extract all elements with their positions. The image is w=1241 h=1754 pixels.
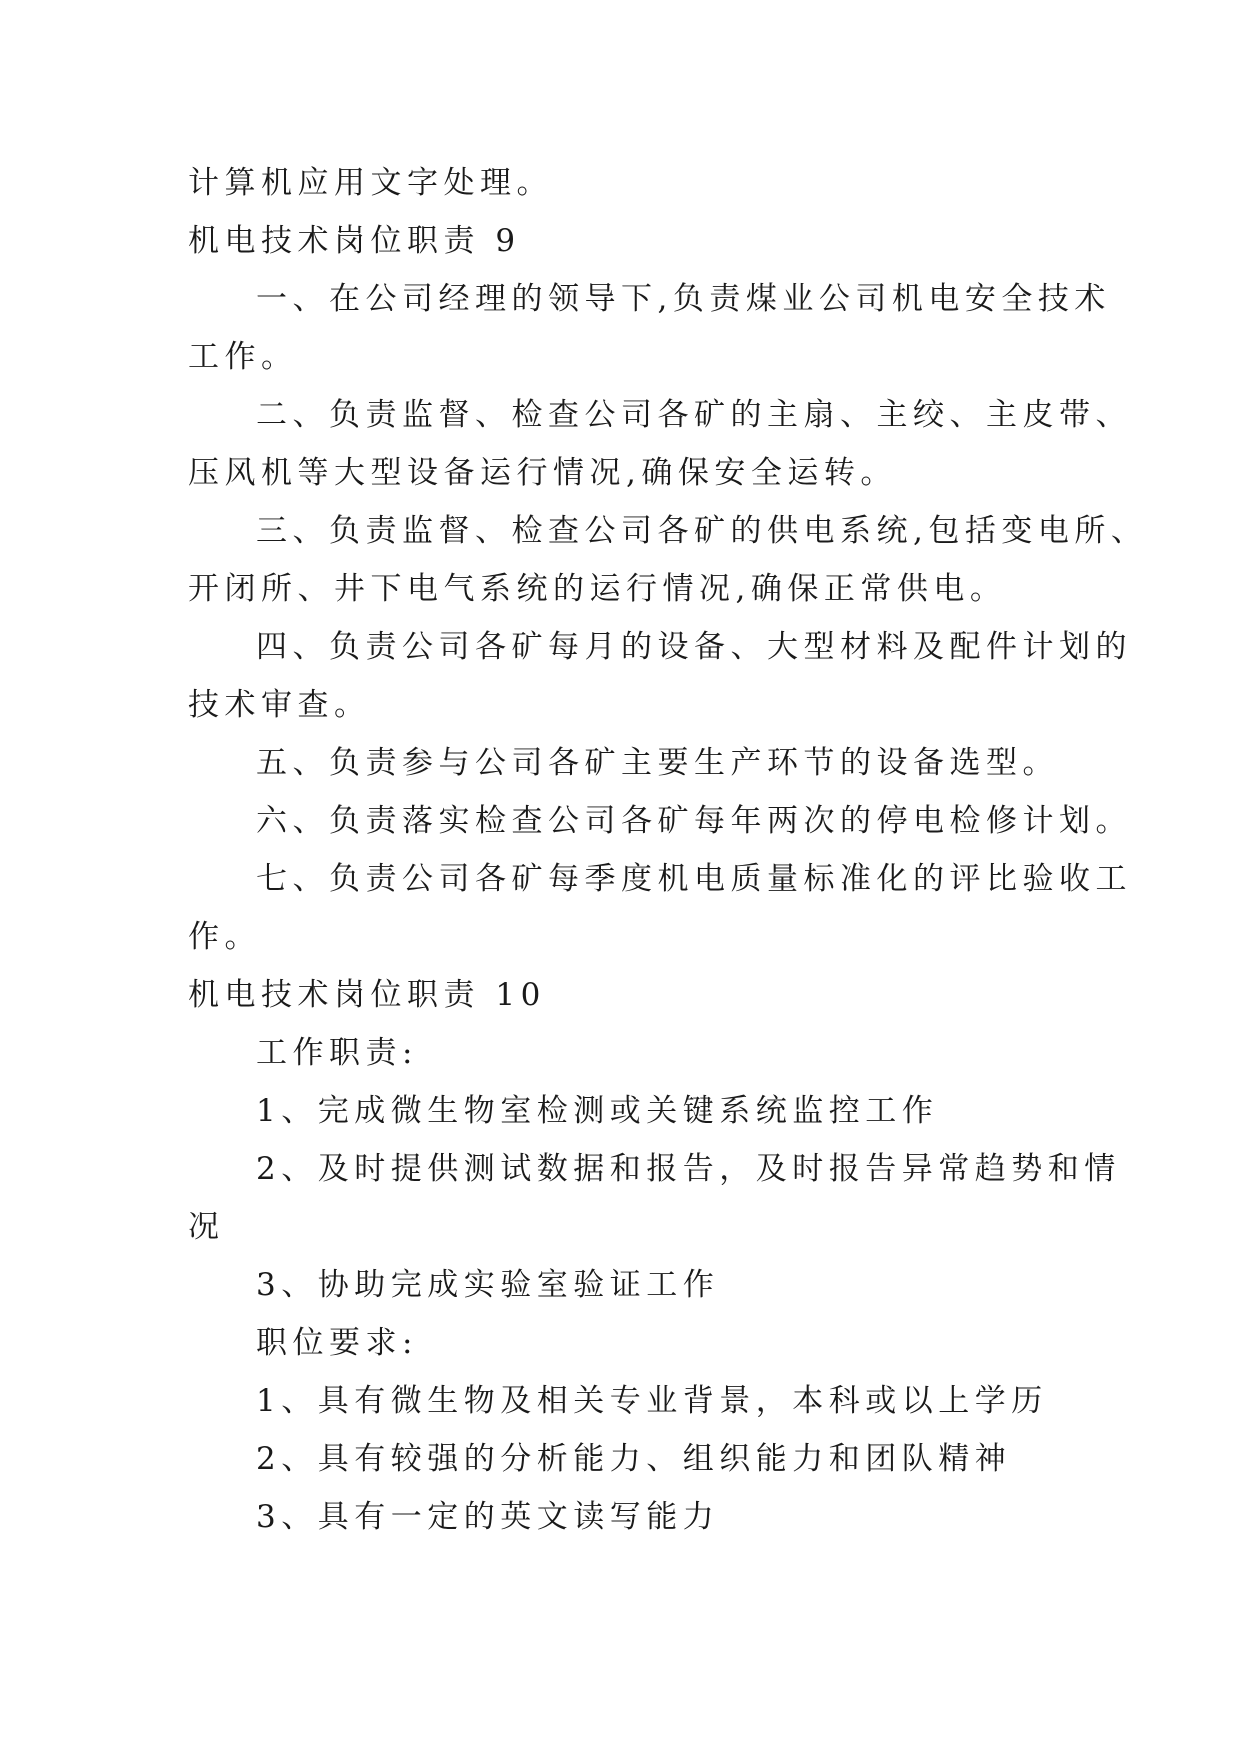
list-item: 3、具有一定的英文读写能力 — [256, 1499, 720, 1535]
paragraph-line: 三、负责监督、检查公司各矿的供电系统,包括变电所、 — [256, 513, 1148, 549]
paragraph-line: 压风机等大型设备运行情况,确保安全运转。 — [188, 455, 897, 491]
paragraph-line: 一、在公司经理的领导下,负责煤业公司机电安全技术 — [256, 281, 1111, 317]
list-item: 3、协助完成实验室验证工作 — [256, 1267, 720, 1303]
section-heading: 机电技术岗位职责 9 — [188, 223, 521, 259]
section-heading: 机电技术岗位职责 10 — [188, 977, 546, 1013]
text-line: 计算机应用文字处理。 — [188, 165, 553, 201]
list-item: 况 — [188, 1209, 225, 1245]
list-item: 1、完成微生物室检测或关键系统监控工作 — [256, 1093, 939, 1129]
subheading: 工作职责: — [256, 1035, 418, 1071]
paragraph-line: 技术审查。 — [188, 687, 371, 723]
list-item: 2、及时提供测试数据和报告，及时报告异常趋势和情 — [256, 1151, 1121, 1187]
paragraph-line: 五、负责参与公司各矿主要生产环节的设备选型。 — [256, 745, 1059, 781]
list-item: 2、具有较强的分析能力、组织能力和团队精神 — [256, 1441, 1012, 1477]
paragraph-line: 开闭所、井下电气系统的运行情况,确保正常供电。 — [188, 571, 1007, 607]
paragraph-line: 作。 — [188, 919, 261, 955]
paragraph-line: 二、负责监督、检查公司各矿的主扇、主绞、主皮带、 — [256, 397, 1132, 433]
paragraph-line: 工作。 — [188, 339, 298, 375]
paragraph-line: 四、负责公司各矿每月的设备、大型材料及配件计划的 — [256, 629, 1132, 665]
paragraph-line: 七、负责公司各矿每季度机电质量标准化的评比验收工 — [256, 861, 1132, 897]
list-item: 1、具有微生物及相关专业背景，本科或以上学历 — [256, 1383, 1048, 1419]
paragraph-line: 六、负责落实检查公司各矿每年两次的停电检修计划。 — [256, 803, 1132, 839]
subheading: 职位要求: — [256, 1325, 418, 1361]
